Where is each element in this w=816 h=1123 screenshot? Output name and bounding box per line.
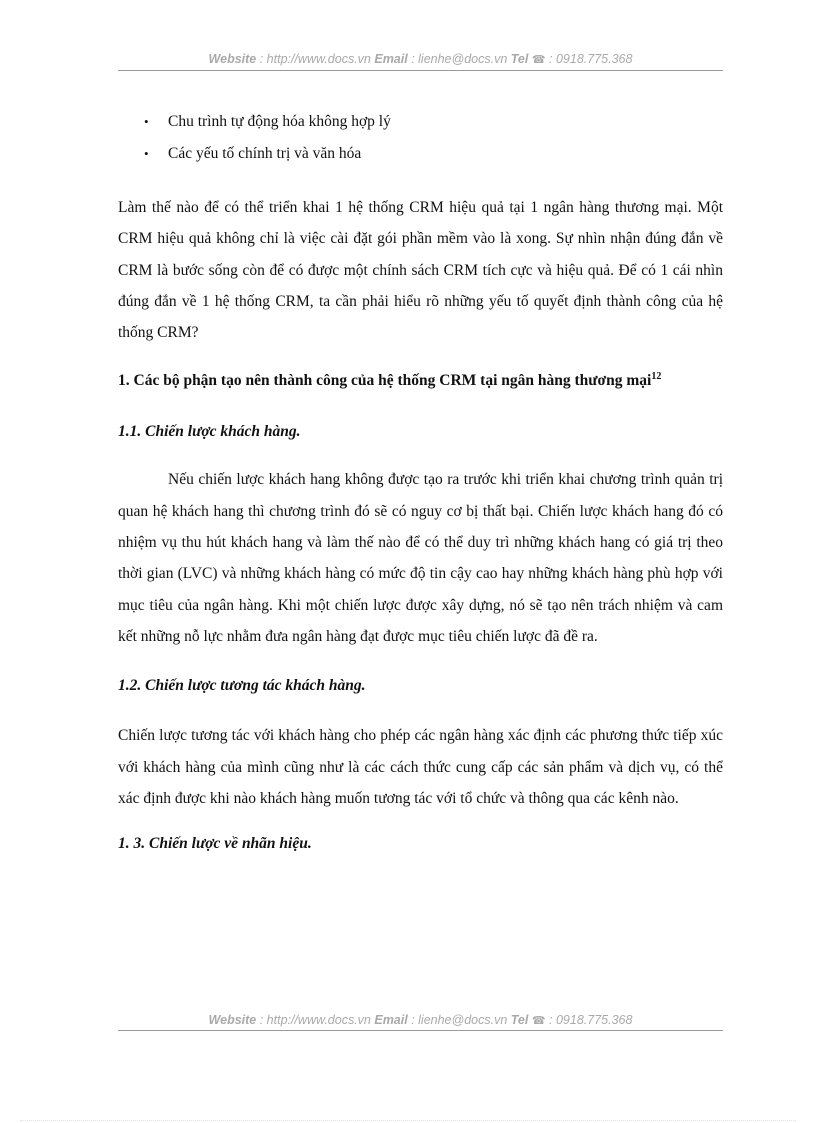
bullet-list	[118, 106, 723, 170]
footer-website-link[interactable]: : http://www.docs.vn	[256, 1013, 375, 1027]
footer-tel-value: : 0918.775.368	[545, 1013, 633, 1027]
page-footer	[118, 1013, 723, 1027]
telephone-icon: ☎	[531, 1015, 546, 1027]
footnote-ref[interactable]: 12	[651, 371, 662, 383]
footer-website-label: Website	[208, 1013, 257, 1027]
page-edge-divider	[20, 1120, 796, 1121]
page-header	[118, 52, 723, 66]
subheading-1-1: 1.1. Chiến lược khách hàng.	[118, 423, 301, 441]
header-email-link[interactable]: : lienhe@docs.vn	[407, 52, 511, 66]
header-website-label: Website	[208, 52, 257, 66]
subheading-1-3: 1. 3. Chiến lược về nhãn hiệu.	[118, 835, 312, 853]
footer-rule	[118, 1030, 723, 1031]
footer-email-label: Email	[374, 1013, 408, 1027]
paragraph-customer-strategy: Nếu chiến lược khách hang không được tạo ra trước khi triển khai chương trình quản trị quan hệ khách hang thì chương trình đó sẽ có nguy cơ bị thất bại. Chiến lược khách hang đó có nhiệm vụ thu hút khách hang và làm thế nào để có thể duy trì những khách hang có giá trị theo thời gian (LVC) và những khách hàng có mức độ tin cậy cao hay những khách hàng phù hợp với mục tiêu của ngân hàng. Khi một chiến lược được xây dựng, nó sẽ tạo nên trách nhiệm và cam kết những nỗ lực nhằm đưa ngân hàng đạt được mục tiêu chiến lược đã đề ra.	[118, 471, 723, 645]
list-item: • Các yếu tố chính trị và văn hóa	[118, 138, 723, 170]
paragraph-intro: Làm thế nào để có thể triển khai 1 hệ thống CRM hiệu quả tại 1 ngân hàng thương mại. Một CRM hiệu quả không chỉ là việc cài đặt gói phần mềm vào là xong. Sự nhìn nhận đúng đắn về CRM là bước sống còn để có được một chính sách CRM tích cực và hiệu quả. Để có 1 cái nhìn đúng đắn về 1 hệ thống CRM, ta cần phải hiểu rõ những yếu tố quyết định thành công của hệ thống CRM?	[118, 199, 723, 342]
section-heading-1-text: 1. Các bộ phận tạo nên thành công của hệ thống CRM tại ngân hàng thương mại	[118, 372, 652, 390]
header-tel-label: Tel	[510, 52, 529, 66]
section-heading-1	[118, 365, 723, 396]
header-website-link[interactable]: : http://www.docs.vn	[256, 52, 375, 66]
list-item: • Chu trình tự động hóa không hợp lý	[118, 106, 723, 138]
paragraph-interaction-strategy: Chiến lược tương tác với khách hàng cho phép các ngân hàng xác định các phương thức tiếp xúc với khách hàng của mình cũng như là các cách thức cung cấp các sản phẩm và dịch vụ, có thể xác định được khi nào khách hàng muốn tương tác với tổ chức và thông qua các kênh nào.	[118, 727, 723, 807]
subheading-1-2: 1.2. Chiến lược tương tác khách hàng.	[118, 677, 366, 695]
header-tel-value: : 0918.775.368	[545, 52, 633, 66]
header-rule	[118, 70, 723, 71]
document-body	[118, 106, 723, 859]
header-email-label: Email	[374, 52, 408, 66]
telephone-icon: ☎	[531, 54, 546, 66]
footer-tel-label: Tel	[510, 1013, 529, 1027]
footer-email-link[interactable]: : lienhe@docs.vn	[407, 1013, 511, 1027]
